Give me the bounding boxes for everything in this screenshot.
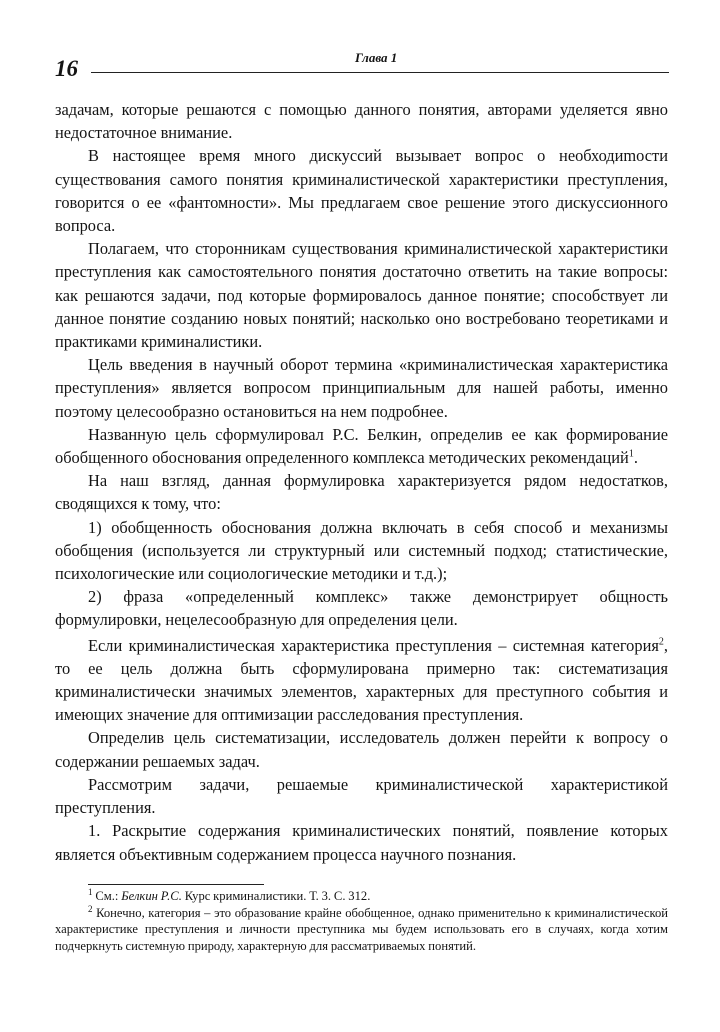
footnote-mark: 1 [88,886,93,897]
footnote-separator [88,884,264,885]
paragraph-text: Если криминалистическая характеристика преступления – системная категория [88,635,659,655]
header-rule [91,72,669,73]
paragraph [55,634,668,727]
paragraph: Названную цель сформулировал Р.С. Белкин, определив ее как формирование обобщенного обоснования определенного комплекса методических рекомендаций$^1$. [55,424,668,468]
paragraph: 1. Раскрытие содержания криминалистических понятий, появление которых является объективным содержанием процесса научного познания. [55,821,668,864]
footnote-ref-1: 1 [628,448,634,460]
footnote-prefix: См.: [95,889,122,903]
footnote-author: Белкин Р.С. [121,889,182,903]
footnote-text: Курс криминалистики. Т. 3. С. 312. [181,889,371,903]
footnote-mark: 2 [88,903,93,914]
paragraph: На наш взгляд, данная формулировка характеризуется рядом недостатков, сводящихся к тому, что: [55,471,668,514]
list-item: 2) фраза «определенный комплекс» также демонстрирует общность формулировки, нецелесообразную для определения цели. [55,587,668,630]
paragraph-text: Названную цель сформулировал Р.С. Белкин, определив ее как формирование обобщенного обоснования определенного комплекса методических рекомендаций [55,424,668,468]
page-number: 16 [55,56,78,81]
footnote-2 [55,905,668,955]
paragraph: Определив цель систематизации, исследователь должен перейти к вопросу о содержании решаемых задач. [55,728,668,771]
paragraph: Рассмотрим задачи, решаемые криминалистической характеристикой преступления. [55,774,668,818]
paragraph: задачам, которые решаются с помощью данного понятия, авторами уделяется явно недостаточное внимание. [55,100,668,143]
chapter-title: Глава 1 [355,50,398,65]
footnote-1 [55,888,668,905]
paragraph: Полагаем, что сторонникам существования криминалистической характеристики преступления как самостоятельного понятия достаточно ответить на такие вопросы: как решаются задачи, под которые формировалось данное понятие; способствует ли данное понятие созданию новых понятий; насколько оно востребовано теоретиками и практиками криминалистики. [55,239,668,352]
footnote-ref-2: 2 [658,636,664,648]
list-item: 1) обобщенность обоснования должна включать в себя способ и механизмы обобщения (используется ли структурный или системный подход; статистические, психологические или социологические методики и т.д.); [55,517,668,584]
paragraph: Цель введения в научный оборот термина «криминалистическая характеристика преступления» является вопросом принципиальным для нашей работы, именно поэтому целесообразно остановиться на нем подробнее. [55,355,668,421]
main-text [55,98,668,866]
paragraph-text: , то ее цель должна быть сформулирована примерно так: систематизация криминалистически значимых элементов, характерных для преступного события и имеющих значение для оптимизации расследования преступления. [55,635,668,725]
footnote-text: Конечно, категория – это образование крайне обобщенное, однако применительно к криминалистической характеристике преступления и личности преступника мы будем использовать его в случаях, когда хотим подчеркнуть системную природу, характерную для рассматриваемых понятий. [55,905,668,953]
running-header [55,50,667,84]
paragraph: В настоящее время много дискуссий вызывает вопрос о необходиmости существования самого понятия криминалистической характеристики преступления, говорится о ее «фантомности». Мы предлагаем свое решение этого дискуссионного вопроса. [55,146,668,236]
footnotes [55,888,668,954]
